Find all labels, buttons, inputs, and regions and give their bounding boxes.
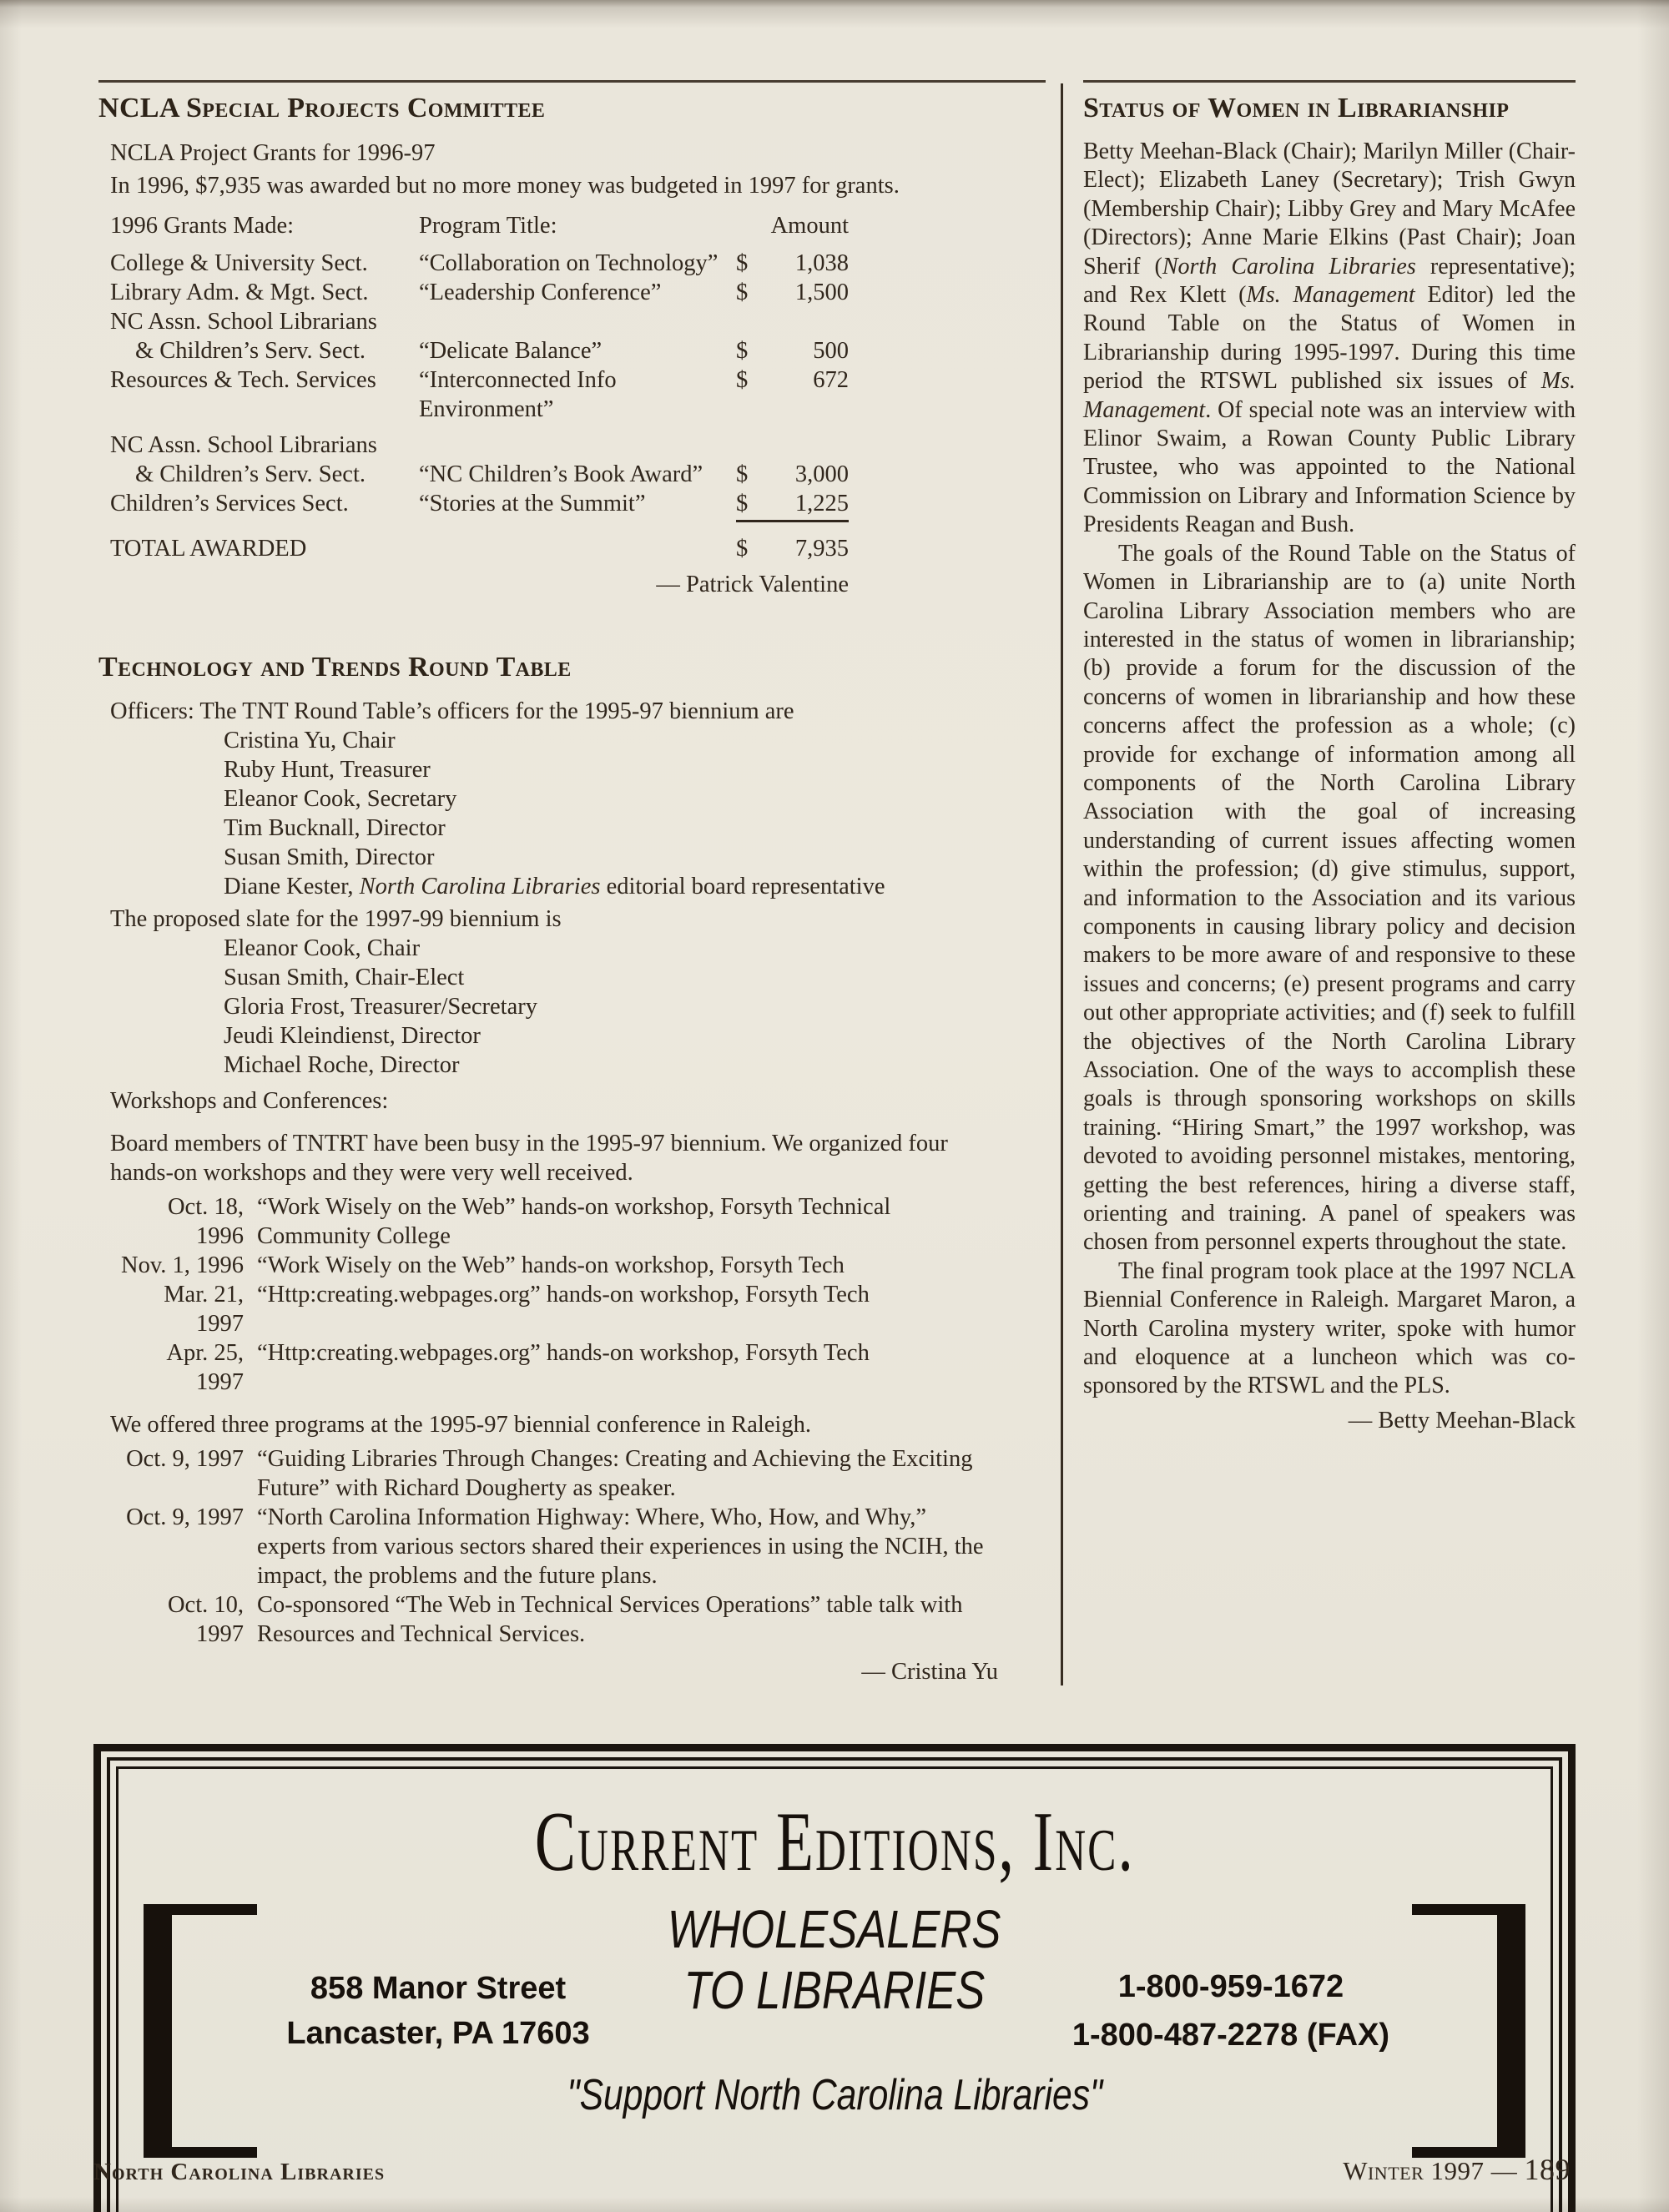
- grant-amount: [736, 307, 849, 336]
- currency-sign: $: [736, 491, 749, 516]
- workshop-date: Mar. 21, 1997: [164, 1282, 244, 1337]
- paragraph-text: Editor) led the Round Table on the Status of Women in Librarianship during 1995-1997. During this time period the RTSWL published six issues of: [1083, 282, 1576, 395]
- currency-sign: $: [736, 250, 749, 276]
- ad-tagline-text: TO LIBRARIES: [683, 1960, 986, 2021]
- section-status-of-women: [1083, 80, 1576, 1434]
- programs-list: [117, 1444, 1046, 1649]
- section-heading-status-of-women: Status of Women in Librarianship: [1083, 93, 1510, 123]
- programs-intro: We offered three programs at the 1995-97 biennial conference in Raleigh.: [110, 1412, 811, 1438]
- paragraph-text: representative); and Rex Klett (: [1083, 253, 1576, 309]
- amount-value: 1,038: [794, 250, 849, 276]
- byline-patrick-valentine: — Patrick Valentine: [656, 572, 849, 597]
- currency-sign: $: [736, 367, 749, 393]
- grant-amount: [736, 431, 849, 460]
- workshop-description: “Work Wisely on the Web” hands-on workshop, Forsyth Tech: [257, 1252, 845, 1278]
- officer-item: Tim Bucknall, Director: [224, 815, 446, 841]
- rtswl-paragraph-1: [1083, 138, 1576, 540]
- amount-value: 1,500: [794, 280, 849, 305]
- grant-program: “Stories at the Summit”: [419, 491, 646, 516]
- footer-issue-and-page: [1343, 2152, 1571, 2187]
- ad-slogan-text: "Support North Carolina Libraries": [567, 2071, 1102, 2120]
- slate-list: [224, 934, 1046, 1080]
- program-date: Oct. 9, 1997: [126, 1446, 244, 1472]
- grant-row: [110, 365, 849, 424]
- column-divider: [1061, 83, 1063, 1685]
- grants-table-header: [110, 211, 849, 240]
- grant-program: [419, 307, 736, 336]
- rtswl-paragraph-2: The goals of the Round Table on the Status of Women in Librarianship are to (a) unite North Carolina Library Association members who are interested in the status of women in librarianship; (b) provide a forum for the discussion of the concerns of women in librarianship and how these concerns affect the profession as a whole; (c) provide for exchange of information among all components of the North Carolina Library Association with the goal of increasing understanding of current issues affecting women within the profession; (d) give stimulus, support, and information to the Association and its various components in causing library policy and decision makers to be more aware of and responsive to these issues and concerns; (e) present programs and carry out other appropriate activities; and (f) seek to fulfill the objectives of the North Carolina Library Association. One of the ways to accomplish these goals is through sponsoring workshops on skills training. “Hiring Smart,” the 1997 workshop, was devoted to avoiding personnel mistakes, mentoring, getting the best references, hiring a diverse staff, orienting and training. A panel of speakers was chosen from personnel experts throughout the state.: [1083, 540, 1576, 1256]
- grant-amount: [736, 489, 849, 522]
- ad-bracket-left-ornament: [144, 1904, 257, 2158]
- grant-section: Library Adm. & Mgt. Sect.: [110, 280, 369, 305]
- officer-kester-name: Diane Kester,: [224, 874, 360, 899]
- ad-fax-number: 1-800-487-2278 (FAX): [1071, 2018, 1390, 2053]
- grants-intro-line-2: In 1996, $7,935 was awarded but no more money was budgeted in 1997 for grants.: [110, 173, 900, 199]
- ad-company-text: Current Editions, Inc.: [534, 1795, 1135, 1889]
- byline-betty-meehan-black: — Betty Meehan-Black: [1348, 1407, 1576, 1434]
- grant-program: “Leadership Conference”: [419, 280, 662, 305]
- workshop-item: [117, 1251, 1046, 1280]
- ad-middle-row: [118, 1959, 1551, 2059]
- byline-cristina-yu: — Cristina Yu: [861, 1659, 998, 1685]
- rtswl-paragraph-3: The final program took place at the 1997 NCLA Biennial Conference in Raleigh. Margaret Maron, a North Carolina mystery writer, spoke with humor and eloquence at a luncheon which was co-sponsored by the RTSWL and the PLS.: [1083, 1257, 1576, 1399]
- program-item: [117, 1444, 1046, 1503]
- officer-item: Eleanor Cook, Secretary: [224, 786, 457, 812]
- workshop-description: “Http:creating.webpages.org” hands-on workshop, Forsyth Tech: [257, 1282, 870, 1308]
- currency-sign: $: [736, 338, 749, 364]
- ad-bracket-right-ornament: [1412, 1904, 1525, 2158]
- section-heading-special-projects: NCLA Special Projects Committee: [98, 93, 546, 123]
- section-special-projects: [98, 80, 1046, 598]
- grants-total-amount: [736, 534, 849, 563]
- grants-total-row: [110, 534, 849, 563]
- workshops-label: Workshops and Conferences:: [110, 1088, 389, 1114]
- slate-item: Michael Roche, Director: [224, 1052, 460, 1078]
- grant-program: “Delicate Balance”: [419, 338, 603, 364]
- amount-value: 672: [813, 367, 849, 393]
- grant-program: “Interconnected Info Environment”: [419, 367, 617, 422]
- ad-phone-block: [1018, 1963, 1444, 2059]
- grant-amount: [736, 278, 849, 307]
- grant-section: & Children’s Serv. Sect.: [135, 338, 366, 364]
- workshop-item: [117, 1280, 1046, 1338]
- grant-amount: [736, 249, 849, 278]
- slate-item: Eleanor Cook, Chair: [224, 935, 421, 961]
- grant-row: [110, 336, 849, 365]
- footer-issue-text: Winter 1997: [1343, 2156, 1485, 2185]
- grant-section: NC Assn. School Librarians: [110, 432, 377, 458]
- column-header-grants: 1996 Grants Made:: [110, 213, 295, 239]
- grant-program: “NC Children’s Book Award”: [419, 461, 703, 487]
- footer-journal-title: North Carolina Libraries: [93, 2159, 386, 2185]
- grant-row: [110, 431, 849, 460]
- section-rule: [1083, 80, 1576, 83]
- right-column: [1083, 80, 1576, 1685]
- grants-total-label: TOTAL AWARDED: [110, 536, 307, 562]
- ad-phone-number: 1-800-959-1672: [1117, 1969, 1344, 2005]
- grant-row: [110, 460, 849, 489]
- ad-tagline-text: WHOLESALERS: [668, 1899, 1001, 1960]
- advertisement-current-editions: [93, 1744, 1576, 2212]
- workshop-date: Nov. 1, 1996: [121, 1252, 244, 1278]
- slate-item: Susan Smith, Chair-Elect: [224, 965, 465, 990]
- left-column: [98, 80, 1046, 1685]
- grant-row: [110, 307, 849, 336]
- grant-row: [110, 278, 849, 307]
- grant-section: College & University Sect.: [110, 250, 368, 276]
- grant-amount: [736, 460, 849, 489]
- currency-sign: $: [736, 461, 749, 487]
- workshop-date: Apr. 25, 1997: [166, 1340, 244, 1395]
- grants-intro-line-1: NCLA Project Grants for 1996-97: [110, 140, 436, 166]
- program-description: Co-sponsored “The Web in Technical Services Operations” table talk with Resources and Technical Services.: [257, 1592, 963, 1647]
- grants-table: [110, 211, 849, 563]
- officer-item: Susan Smith, Director: [224, 844, 435, 870]
- officer-item: Ruby Hunt, Treasurer: [224, 757, 431, 783]
- ad-inner-frame: [107, 1757, 1562, 2212]
- program-date: Oct. 9, 1997: [126, 1504, 244, 1530]
- currency-sign: $: [736, 536, 749, 562]
- currency-sign: $: [736, 280, 749, 305]
- officer-item: Cristina Yu, Chair: [224, 728, 396, 753]
- amount-value: 1,225: [794, 491, 849, 516]
- ad-address-city: Lancaster, PA 17603: [286, 2016, 590, 2052]
- column-header-program: Program Title:: [419, 213, 557, 239]
- grant-section: NC Assn. School Librarians: [110, 309, 377, 335]
- grant-amount: [736, 365, 849, 424]
- grant-section: Resources & Tech. Services: [110, 367, 376, 393]
- workshop-item: [117, 1192, 1046, 1251]
- grant-amount: [736, 336, 849, 365]
- section-heading-technology-trends: Technology and Trends Round Table: [98, 652, 572, 683]
- ad-content: [118, 1795, 1551, 2212]
- ad-innermost-frame: [116, 1766, 1553, 2212]
- section-technology-trends: [98, 652, 1046, 1685]
- footer-page-number: 189: [1524, 2153, 1571, 2186]
- workshop-date: Oct. 18, 1996: [167, 1194, 244, 1249]
- ad-tagline-to-libraries: [651, 1959, 1018, 2021]
- grant-section: & Children’s Serv. Sect.: [135, 461, 366, 487]
- journal-title-italic: North Carolina Libraries: [1162, 253, 1416, 280]
- workshop-item: [117, 1338, 1046, 1397]
- paragraph-text: . Of special note was an interview with Elinor Swaim, a Rowan County Public Library Trustee, who was appointed to the National Commission on Library and Information Science by Presidents Reagan and Bush.: [1083, 396, 1576, 538]
- program-description: “North Carolina Information Highway: Where, Who, How, and Why,” experts from various sectors shared their experiences in using the NCIH, the impact, the problems and the future plans.: [257, 1504, 984, 1589]
- footer-dash: —: [1490, 2156, 1518, 2185]
- grant-program: [419, 431, 736, 460]
- workshops-intro: Board members of TNTRT have been busy in the 1995-97 biennium. We organized four hands-on workshops and they were very well received.: [110, 1131, 948, 1186]
- workshop-description: “Work Wisely on the Web” hands-on workshop, Forsyth Technical Community College: [257, 1194, 891, 1249]
- page-footer: [93, 2152, 1571, 2187]
- program-description: “Guiding Libraries Through Changes: Creating and Achieving the Exciting Future” with Richard Dougherty as speaker.: [257, 1446, 973, 1501]
- program-item: [117, 1590, 1046, 1649]
- amount-value: 500: [813, 338, 849, 364]
- section-rule: [98, 80, 1046, 83]
- officer-kester-role: editorial board representative: [600, 874, 885, 899]
- program-date: Oct. 10, 1997: [167, 1592, 244, 1647]
- ad-address-block: [225, 1966, 651, 2056]
- grant-row: [110, 489, 849, 522]
- slate-item: Gloria Frost, Treasurer/Secretary: [224, 994, 537, 1020]
- grant-row: [110, 249, 849, 278]
- grant-section: Children’s Services Sect.: [110, 491, 349, 516]
- program-item: [117, 1503, 1046, 1590]
- publication-title-italic: Ms. Management: [1246, 282, 1415, 309]
- journal-title-italic: North Carolina Libraries: [359, 874, 601, 899]
- spacer-cell: [419, 534, 736, 563]
- grant-program: “Collaboration on Technology”: [419, 250, 719, 276]
- paragraph-text: Betty Meehan-Black (Chair); Marilyn Miller (Chair-Elect); Elizabeth Laney (Secretary); Trish Gwyn (Membership Chair); Libby Grey and Mary McAfee (Directors); Anne Marie Elkins (Past Chair); Joan Sherif (: [1083, 139, 1576, 280]
- ad-address-street: 858 Manor Street: [310, 1971, 567, 2007]
- officer-item-kester: [224, 872, 1046, 901]
- amount-value: 3,000: [794, 461, 849, 487]
- slate-item: Jeudi Kleindienst, Director: [224, 1023, 481, 1049]
- column-header-amount: Amount: [770, 213, 849, 239]
- ad-slogan: [118, 2071, 1551, 2119]
- ad-tagline-wholesalers: [118, 1901, 1551, 1958]
- publication-title-italic: Ms. Management: [1083, 368, 1576, 423]
- officers-intro: Officers: The TNT Round Table’s officers for the 1995-97 biennium are: [110, 698, 794, 724]
- ad-company-name: [118, 1795, 1551, 1889]
- workshops-list: [117, 1192, 1046, 1397]
- slate-intro: The proposed slate for the 1997-99 biennium is: [110, 906, 562, 932]
- workshop-description: “Http:creating.webpages.org” hands-on workshop, Forsyth Tech: [257, 1340, 870, 1366]
- officers-list: [224, 726, 1046, 901]
- amount-value: 7,935: [794, 536, 849, 562]
